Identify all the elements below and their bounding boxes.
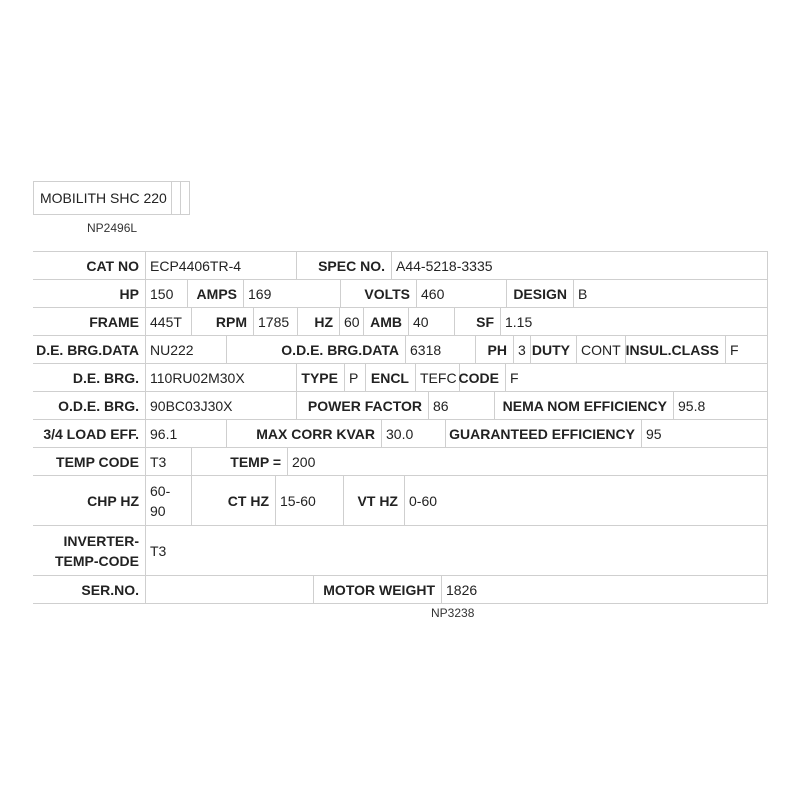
guaranteed-efficiency-value: 95 (641, 420, 767, 447)
row-cat-no (33, 252, 767, 280)
encl-value: TEFC (415, 364, 459, 391)
row-frame (33, 308, 767, 336)
row-ode-brg (33, 392, 767, 420)
sf-label: SF (454, 308, 500, 335)
guaranteed-efficiency-label: GUARANTEED EFFICIENCY (445, 420, 641, 447)
ode-brg-data-value: 6318 (405, 336, 475, 363)
code-value: F (505, 364, 767, 391)
cat-no-label: CAT NO (33, 252, 146, 279)
lubricant-code: NP2496L (87, 221, 138, 235)
duty-value: CONT (576, 336, 625, 363)
amb-label: AMB (363, 308, 408, 335)
inverter-temp-code-label-line1: INVERTER- (63, 532, 139, 549)
design-value: B (573, 280, 767, 307)
nema-nom-efficiency-label: NEMA NOM EFFICIENCY (494, 392, 673, 419)
max-corr-kvar-value: 30.0 (381, 420, 445, 447)
amps-label: AMPS (187, 280, 243, 307)
ode-brg-data-label: O.D.E. BRG.DATA (226, 336, 405, 363)
vt-hz-value: 0-60 (404, 476, 767, 525)
spec-no-label: SPEC NO. (296, 252, 391, 279)
hp-label: HP (33, 280, 146, 307)
spec-no-value: A44-5218-3335 (391, 252, 767, 279)
encl-label: ENCL (365, 364, 415, 391)
hz-value: 60 (339, 308, 363, 335)
motor-weight-label: MOTOR WEIGHT (313, 576, 441, 603)
hz-label: HZ (297, 308, 339, 335)
ser-no-value (146, 576, 313, 603)
row-chp-hz (33, 476, 767, 526)
hp-value: 150 (150, 285, 174, 302)
power-factor-value: 86 (428, 392, 494, 419)
code-label: CODE (459, 364, 505, 391)
de-brg-value: 110RU02M30X (150, 369, 245, 386)
ode-brg-label: O.D.E. BRG. (33, 392, 146, 419)
row-ser-no (33, 576, 767, 604)
row-inverter-temp-code (33, 526, 767, 576)
chp-hz-value-line1: 60- (150, 482, 171, 499)
row-de-brg (33, 364, 767, 392)
temp-code-label: TEMP CODE (33, 448, 146, 475)
ct-hz-value: 15-60 (275, 476, 343, 525)
amps-value: 169 (243, 280, 340, 307)
insul-class-label: INSUL.CLASS (625, 336, 725, 363)
lubricant-divider (172, 182, 181, 214)
load-eff-label: 3/4 LOAD EFF. (33, 420, 146, 447)
ser-no-label: SER.NO. (33, 576, 146, 603)
motor-weight-value: 1826 (441, 576, 767, 603)
nameplate-code: NP3238 (431, 606, 475, 620)
design-label: DESIGN (506, 280, 573, 307)
chp-hz-label: CHP HZ (33, 476, 146, 525)
lubricant-name: MOBILITH SHC 220 (33, 182, 172, 214)
chp-hz-value-line2: 90 (150, 502, 166, 519)
ct-hz-label: CT HZ (191, 476, 275, 525)
nameplate-grid (33, 251, 768, 604)
nameplate-table (33, 251, 768, 604)
type-label: TYPE (296, 364, 344, 391)
temp-code-value: T3 (150, 453, 167, 470)
ph-value: 3 (513, 336, 530, 363)
inverter-temp-code-value: T3 (150, 542, 167, 559)
de-brg-label: D.E. BRG. (33, 364, 146, 391)
amb-value: 40 (408, 308, 454, 335)
volts-label: VOLTS (340, 280, 416, 307)
nema-nom-efficiency-value: 95.8 (673, 392, 767, 419)
chp-hz-value (146, 476, 191, 525)
de-brg-data-value: NU222 (150, 341, 194, 358)
vt-hz-label: VT HZ (343, 476, 404, 525)
de-brg-data-label: D.E. BRG.DATA (33, 336, 146, 363)
type-value: P (344, 364, 365, 391)
rpm-label: RPM (191, 308, 253, 335)
max-corr-kvar-label: MAX CORR KVAR (226, 420, 381, 447)
inverter-temp-code-label (33, 526, 146, 575)
insul-class-value: F (725, 336, 767, 363)
lubricant-divider (181, 182, 190, 214)
row-load-eff (33, 420, 767, 448)
inverter-temp-code-label-line2: TEMP-CODE (55, 552, 139, 569)
rpm-value: 1785 (253, 308, 297, 335)
row-temp-code (33, 448, 767, 476)
cat-no-value: ECP4406TR-4 (150, 257, 242, 274)
frame-value: 445T (150, 313, 182, 330)
ode-brg-value: 90BC03J30X (150, 397, 233, 414)
frame-label: FRAME (33, 308, 146, 335)
row-de-brg-data (33, 336, 767, 364)
row-hp (33, 280, 767, 308)
duty-label: DUTY (530, 336, 576, 363)
volts-value: 460 (416, 280, 506, 307)
temp-value: 200 (287, 448, 767, 475)
ph-label: PH (475, 336, 513, 363)
temp-label: TEMP = (191, 448, 287, 475)
load-eff-value: 96.1 (150, 425, 178, 442)
power-factor-label: POWER FACTOR (296, 392, 428, 419)
lubricant-box (33, 181, 190, 215)
sf-value: 1.15 (500, 308, 767, 335)
